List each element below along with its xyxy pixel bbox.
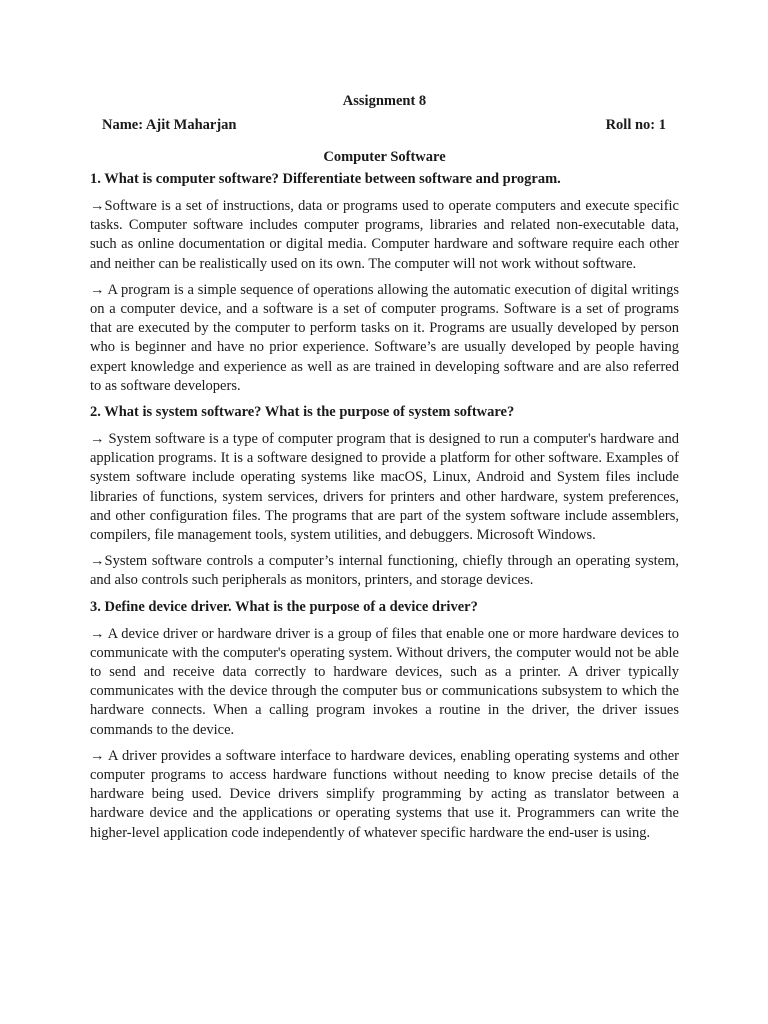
question-heading: 3. Define device driver. What is the purpose of a device driver? — [90, 598, 478, 615]
subject-heading: Computer Software — [323, 149, 446, 165]
question-heading: 2. What is system software? What is the purpose of system software? — [90, 404, 515, 421]
section-3 — [90, 598, 679, 843]
student-info-row — [90, 116, 679, 134]
answer-paragraph: →System software controls a computer’s internal functioning, chiefly through an operating system, and also controls such peripherals as monitors, printers, and storage devices. — [90, 553, 679, 589]
student-name: Name: Ajit Maharjan — [102, 117, 237, 133]
question-heading: 1. What is computer software? Differentiate between software and program. — [90, 171, 561, 187]
answer-paragraph: →Software is a set of instructions, data or programs used to operate computers and execute specific tasks. Computer software includes computer programs, libraries and related non-executable data, such as online documentation or digital media. Computer hardware and software require each other and neither can be realistically used on its own. The computer will not work without software. — [90, 198, 679, 272]
section-1 — [90, 170, 679, 396]
assignment-title: Assignment 8 — [342, 93, 427, 109]
answer-paragraph: → A program is a simple sequence of operations allowing the automatic execution of digital writings on a computer device, and a software is a set of computer programs. Software is a set of programs that are executed by the computer to perform tasks on it. Programs are usually developed by person who is beginner and have no prior experience. Software’s are usually developed by people having expert knowledge and experience as well as are trained in developing software and are also referred to as software developers. — [90, 281, 679, 394]
section-2 — [90, 403, 679, 591]
answer-paragraph: → A driver provides a software interface to hardware devices, enabling operating systems and other computer programs to access hardware functions without needing to know precise details of the hardware being used. Device drivers simplify programming by acting as translator between a hardware device and the applications or operating systems that use it. Programmers can write the higher-level application code independently of whatever specific hardware the end-user is using. — [90, 747, 679, 841]
answer-paragraph: → System software is a type of computer program that is designed to run a computer's hardware and application programs. It is a software designed to provide a platform for other software. Examples of system software include operating systems like macOS, Linux, Android and System files include libraries of functions, system services, drivers for printers and other hardware, system preferences, and other configuration files. The programs that are part of the system software include assemblers, compilers, file management tools, system utilities, and debuggers. Microsoft Windows. — [90, 431, 679, 544]
answer-paragraph: → A device driver or hardware driver is a group of files that enable one or more hardware devices to communicate with the computer's operating system. Without drivers, the computer would not be able to send and receive data correctly to hardware devices, such as a printer. A driver typically communicates with the device through the computer bus or communications subsystem to which the hardware connects. When a calling program invokes a routine in the driver, the driver issues commands to the device. — [90, 625, 679, 738]
roll-number: Roll no: 1 — [605, 117, 666, 133]
